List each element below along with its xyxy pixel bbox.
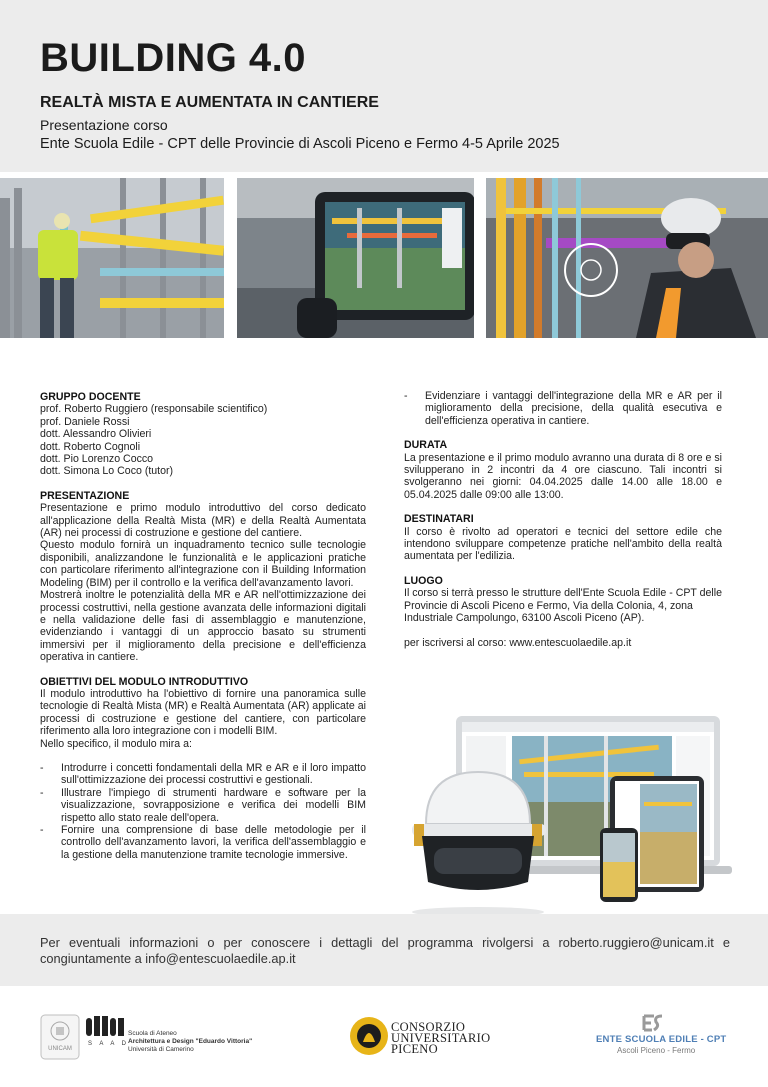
docente-item: dott. Pio Lorenzo Cocco [40, 453, 154, 466]
luogo-title: LUOGO [404, 574, 443, 587]
course-label: Presentazione corso [40, 117, 168, 133]
consorzio-logo [349, 1016, 389, 1056]
presentazione-paragraph: Questo modulo fornirà un inquadramento tecnico sulle tecnologie disponibili, analizzandone le funzionalità e le applicazioni pratiche con particolare riferimento all'integrazione con il Building Information Modeling (BIM) per il controllo e la verifica dell'avanzamento lavori. [40, 539, 366, 589]
worker-site-photo [0, 178, 224, 338]
destinatari-text: Il corso è rivolto ad operatori e tecnici del settore edile che intendono sviluppare competenze pratiche nell'ambito della realtà aumentata per l'edilizia. [404, 525, 722, 563]
consorzio-name [391, 1022, 490, 1055]
tablet-bim-photo [237, 178, 474, 338]
saad-line3: Università di Camerino [128, 1046, 194, 1053]
page-title: BUILDING 4.0 [40, 36, 307, 80]
durata-text: La presentazione e il primo modulo avranno una durata di 8 ore e si svilupperano in 2 incontri da 4 ore ciascuno. Tali incontri si svolgeranno nei giorni: 04.04.2025 dalle 14.00 alle 18.00 e 05.04.2025 dalle 09:00 alle 13:00. [404, 451, 722, 501]
presentazione-paragraph: Presentazione e primo modulo introduttivo del corso dedicato all'applicazione della Realtà Mista (MR) e della Realtà Aumentata (AR) nei processi di costruzione e gestione del cantiere. [40, 502, 366, 540]
durata-title: DURATA [404, 439, 448, 452]
consorzio-line: UNIVERSITARIO [391, 1031, 491, 1045]
obiettivi-bullet: - Illustrare l'impiego di strumenti hardware e software per la visualizzazione, sovrapposizione e verifica dei modelli BIM rispetto allo stato reale dell'opera. [40, 786, 366, 824]
docente-item: dott. Simona Lo Coco (tutor) [40, 465, 174, 478]
bullet-text: Introdurre i concetti fondamentali della MR e AR e il loro impatto sull'ottimizzazione dei processi costruttivi e gestionali. [61, 761, 366, 787]
partner-logos [0, 1000, 768, 1087]
obiettivi-bullet: - Fornire una comprensione di base delle metodologie per il controllo dell'avanzamento lavori, la verifica dell'assemblaggio e la gestione della manutenzione tramite tecnologie immersive. [40, 824, 366, 861]
venue-date: Ente Scuola Edile - CPT delle Provincie di Ascoli Piceno e Fermo 4-5 Aprile 2025 [40, 136, 560, 152]
presentazione-paragraph: Mostrerà inoltre le potenzialità della MR e AR nell'ottimizzazione dei processi costruttivi, nella gestione avanzata delle informazioni digitali e nella validazione delle fasi di assemblaggio e manutenzione, evidenziando i vantaggi di un approccio basato su strumenti immersivi per il miglioramento della precisione e dell'efficienza operativa in cantiere. [40, 589, 366, 664]
destinatari-title: DESTINATARI [404, 513, 474, 526]
docente-item: prof. Daniele Rossi [40, 415, 130, 428]
saad-line2: Architettura e Design "Eduardo Vittoria" [128, 1038, 253, 1045]
photo-strip [0, 178, 768, 338]
presentazione-title: PRESENTAZIONE [40, 489, 130, 502]
obiettivi-lead: Nello specifico, il modulo mira a: [40, 737, 192, 750]
bullet-text: Fornire una comprensione di base delle metodologie per il controllo dell'avanzamento lavori, la verifica dell'assemblaggio e la gestione della manutenzione tramite tecnologie immersive. [61, 824, 366, 861]
iscrizioni-link[interactable]: per iscriversi al corso: www.entescuolaedile.ap.it [404, 636, 632, 649]
devices-illustration [404, 712, 734, 920]
bullet-text: Illustrare l'impiego di strumenti hardware e software per la visualizzazione, sovrapposizione e verifica dei modelli BIM rispetto allo stato reale dell'opera. [61, 786, 366, 824]
ente-location: Ascoli Piceno - Fermo [617, 1046, 696, 1055]
left-column [40, 391, 366, 861]
docente-item: prof. Roberto Ruggiero (responsabile scientifico) [40, 403, 268, 416]
consorzio-line: CONSORZIO [391, 1020, 466, 1034]
docente-item: dott. Roberto Cognoli [40, 440, 141, 453]
consorzio-line: PICENO [391, 1042, 438, 1056]
obiettivi-title: OBIETTIVI DEL MODULO INTRODUTTIVO [40, 675, 249, 688]
unicam-text: UNICAM [48, 1046, 72, 1052]
docente-item: dott. Alessandro Olivieri [40, 428, 152, 441]
luogo-text: Il corso si terrà presso le strutture dell'Ente Scuola Edile - CPT delle Provincie di Ascoli Piceno e Fermo, Via della Colonia, 4, zona Industriale Campolungo, 63100 Ascoli Piceno (AP). [404, 587, 723, 625]
obiettivi-intro: Il modulo introduttivo ha l'obiettivo di fornire una panoramica sulle tecnologie di Realtà Mista (MR) e Realtà Aumentata (AR) applicate ai processi di costruzione e gestione del cantiere, con particolare riferimento alla loro integrazione con i modelli BIM. [40, 687, 366, 738]
obiettivi-bullet: - Introdurre i concetti fondamentali della MR e AR e il loro impatto sull'ottimizzazione dei processi costruttivi e gestionali. [40, 761, 366, 787]
gruppo-docente-title: GRUPPO DOCENTE [40, 391, 141, 403]
ente-name: ENTE SCUOLA EDILE - CPT [596, 1034, 727, 1045]
right-column [404, 390, 722, 649]
obiettivi-bullet: - Evidenziare i vantaggi dell'integrazione della MR e AR per il miglioramento della precisione, della qualità esecutiva e dell'efficienza operativa in cantiere. [404, 390, 722, 427]
page-subtitle: REALTÀ MISTA E AUMENTATA IN CANTIERE [40, 94, 379, 111]
saad-line1: Scuola di Ateneo [128, 1030, 177, 1037]
ente-scuola-edile-logo [642, 1014, 664, 1032]
headset-worker-photo [486, 178, 768, 338]
unicam-logo [40, 1014, 80, 1060]
saad-mark-text: S A A D [88, 1041, 130, 1047]
bullet-text: Evidenziare i vantaggi dell'integrazione della MR e AR per il miglioramento della precisione, della qualità esecutiva e dell'efficienza operativa in cantiere. [425, 390, 722, 427]
contact-text: Per eventuali informazioni o per conoscere i dettagli del programma rivolgersi a roberto.ruggiero@unicam.it e congiuntamente a info@entescuolaedile.ap.it [40, 935, 730, 966]
